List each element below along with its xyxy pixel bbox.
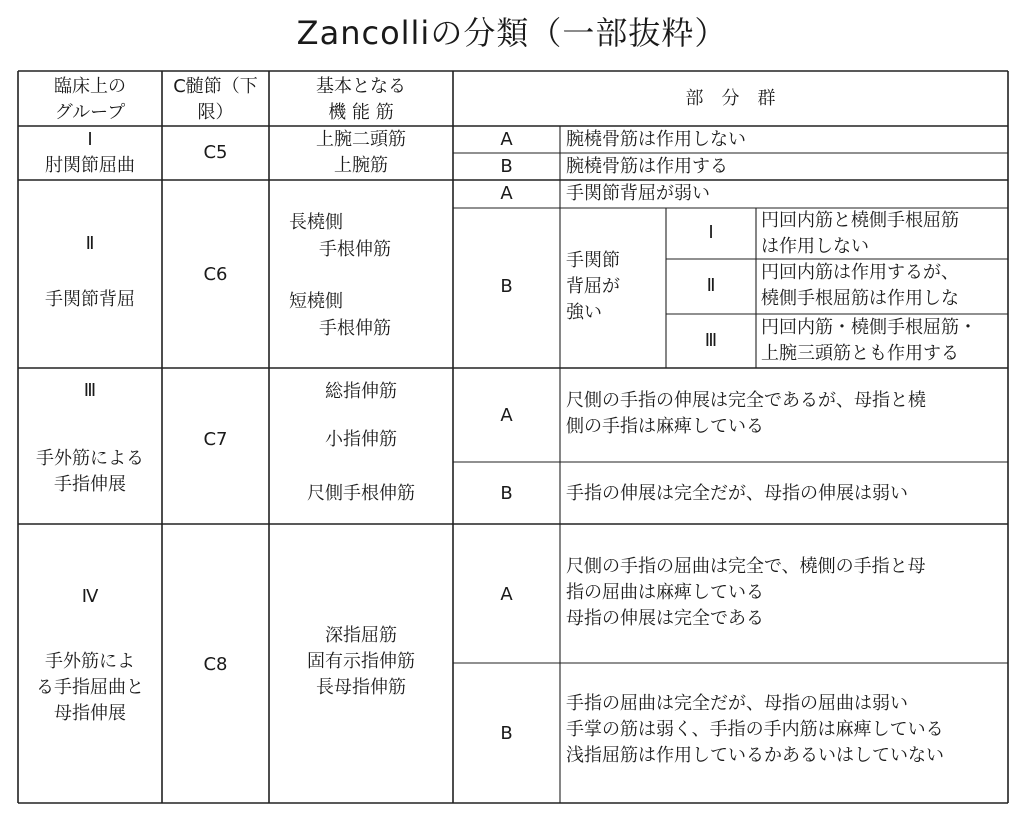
group-2-item-1-roman: Ⅰ [708, 222, 714, 243]
page-title: Zancolliの分類（一部抜粋） [296, 14, 728, 52]
group-2-item-2-text: 円回内筋は作用するが、 橈側手根屈筋は作用しな [761, 262, 959, 309]
header-subgroup: 部 分 群 [685, 88, 776, 109]
group-3-sub-a-label: A [500, 405, 513, 426]
group-3-sub-a-text: 尺側の手指の伸展は完全であるが、母指と橈 側の手指は麻痺している [566, 390, 926, 437]
group-2-item-3-roman: Ⅲ [704, 330, 718, 351]
group-2-sub-a-text: 手関節背屈が弱い [566, 183, 710, 204]
group-3-label: 手外筋による 手指伸展 [36, 448, 144, 495]
group-2-label: 手関節背屈 [45, 289, 135, 310]
group-3-muscle-3: 尺側手根伸筋 [307, 483, 415, 504]
header-group: 臨床上の グループ [54, 76, 126, 123]
group-4-sub-b-label: B [500, 723, 513, 744]
group-1-sub-b-text: 腕橈骨筋は作用する [566, 156, 728, 177]
group-3-roman: Ⅲ [83, 380, 97, 401]
group-4-sub-a-text: 尺側の手指の屈曲は完全で、橈側の手指と母 指の屈曲は麻痺している 母指の伸展は完全である [566, 556, 926, 629]
group-2-roman: Ⅱ [85, 233, 95, 254]
group-3-muscle-1: 総指伸筋 [325, 381, 397, 402]
group-1-muscle: 上腕二頭筋 上腕筋 [316, 129, 406, 176]
group-4-label: 手外筋によ る手指屈曲と 母指伸展 [36, 651, 144, 724]
zancolli-table [17, 70, 1009, 804]
group-2-item-3-text: 円回内筋・橈側手根屈筋・ 上腕三頭筋とも作用する [761, 317, 977, 364]
group-4-roman: Ⅳ [81, 586, 99, 607]
group-3-sub-b-label: B [500, 483, 513, 504]
group-2-sub-b-label: B [500, 276, 513, 297]
group-2-muscle-2a: 短橈側 [289, 291, 343, 312]
group-1-sub-a-text: 腕橈骨筋は作用しない [566, 129, 746, 150]
group-1-label: Ⅰ 肘関節屈曲 [45, 129, 135, 176]
group-2-segment: C6 [203, 264, 228, 285]
group-2-muscle-1a: 長橈側 [289, 212, 343, 233]
header-muscle: 基本となる 機 能 筋 [316, 76, 406, 123]
group-1-sub-b-label: B [500, 156, 513, 177]
group-3-segment: C7 [203, 429, 228, 450]
group-2-muscle-1b: 手根伸筋 [319, 239, 391, 260]
group-2-sub-a-label: A [500, 183, 513, 204]
group-3-muscle-2: 小指伸筋 [325, 429, 397, 450]
group-4-segment: C8 [203, 654, 228, 675]
group-3-sub-b-text: 手指の伸展は完全だが、母指の伸展は弱い [566, 483, 908, 504]
group-4-sub-b-text: 手指の屈曲は完全だが、母指の屈曲は弱い 手掌の筋は弱く、手指の手内筋は麻痺している 浅指屈筋は作用しているかあるいはしていない [566, 693, 944, 766]
group-2-item-1-text: 円回内筋と橈側手根屈筋 は作用しない [761, 210, 959, 257]
group-4-sub-a-label: A [500, 584, 513, 605]
group-4-muscle: 深指屈筋 固有示指伸筋 長母指伸筋 [307, 625, 415, 698]
group-2-muscle-2b: 手根伸筋 [319, 318, 391, 339]
group-2-item-2-roman: Ⅱ [706, 275, 716, 296]
group-1-segment: C5 [203, 142, 228, 163]
header-segment: C髄節（下 限） [173, 76, 258, 123]
group-1-sub-a-label: A [500, 129, 513, 150]
group-2-sub-b-desc: 手関節 背屈が 強い [566, 250, 620, 323]
